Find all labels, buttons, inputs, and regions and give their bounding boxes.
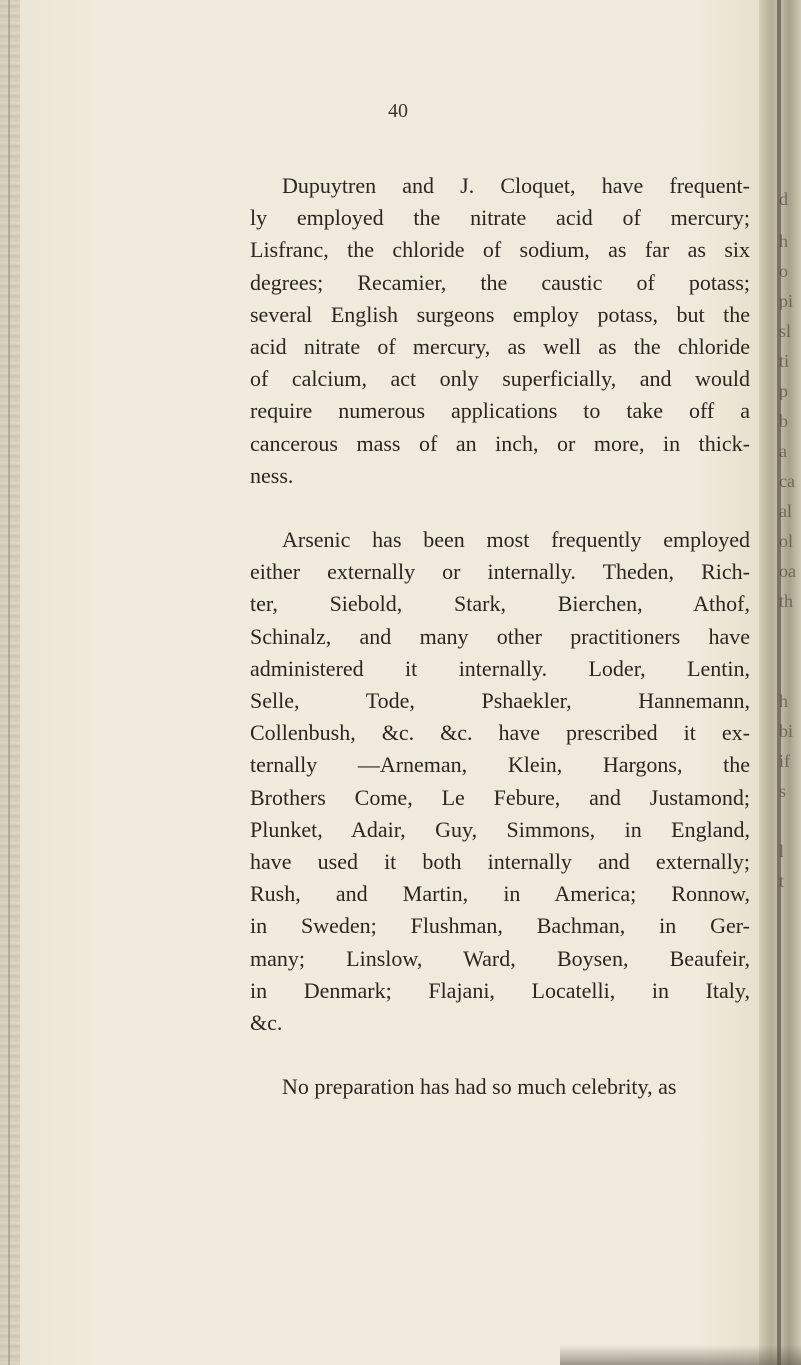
line-text: No preparation has had so much celebrity, as: [282, 1074, 677, 1100]
text-line: of calcium, act only superficially, and would: [250, 366, 750, 392]
text-line: require numerous applications to take off a: [250, 398, 750, 424]
text-line: in Denmark; Flajani, Locatelli, in Italy,: [250, 977, 750, 1003]
bleed-through-text: th: [779, 592, 794, 610]
paragraph: [250, 524, 750, 1039]
paragraph: [250, 1071, 750, 1103]
text-line: ternally —Arneman, Klein, Hargons, the: [250, 752, 750, 778]
text-line: Rush, and Martin, in America; Ronnow,: [250, 881, 750, 907]
text-line: ly employed the nitrate acid of mercury;: [250, 205, 750, 231]
bleed-through-text: ca: [779, 472, 795, 490]
text-line: [250, 524, 750, 556]
text-line: Schinalz, and many other practitioners have: [250, 623, 750, 649]
text-line: &c.: [250, 1010, 283, 1036]
page-number: 40: [388, 100, 408, 122]
bleed-through-text: sl: [779, 322, 792, 340]
text-line: have used it both internally and externally;: [250, 849, 750, 875]
text-line: several English surgeons employ potass, but the: [250, 301, 750, 327]
bleed-through-text: a: [779, 442, 787, 460]
text-line: [250, 170, 750, 202]
bleed-through-text: b: [779, 412, 788, 430]
text-line: many; Linslow, Ward, Boysen, Beaufeir,: [250, 945, 750, 971]
text-line: Lisfranc, the chloride of sodium, as far as six: [250, 237, 750, 263]
paragraph: [250, 170, 750, 492]
text-line: Collenbush, &c. &c. have prescribed it ex-: [250, 720, 750, 746]
text-line: Brothers Come, Le Febure, and Justamond;: [250, 784, 750, 810]
bleed-through-text: t: [779, 872, 785, 890]
text-line: Selle, Tode, Pshaekler, Hannemann,: [250, 688, 750, 714]
bleed-through-text: pi: [779, 292, 794, 310]
line-text: Dupuytren and J. Cloquet, have frequent-: [282, 173, 750, 198]
binding-line: [8, 0, 10, 1365]
bleed-through-text: o: [779, 262, 788, 280]
bleed-through-text: h: [779, 692, 788, 710]
text-line: administered it internally. Loder, Lentin,: [250, 655, 750, 681]
bleed-through-text: ol: [779, 532, 794, 550]
bleed-through-text: bi: [779, 722, 794, 740]
page-shadow: [560, 1345, 801, 1365]
bleed-through-text: d: [779, 190, 788, 208]
text-line: either externally or internally. Theden, Rich-: [250, 559, 750, 585]
text-line: cancerous mass of an inch, or more, in thick-: [250, 430, 750, 456]
bleed-through-text: oa: [779, 562, 796, 580]
bleed-through-text: if: [779, 752, 790, 770]
bleed-through-text: p: [779, 382, 788, 400]
text-line: degrees; Recamier, the caustic of potass;: [250, 269, 750, 295]
text-line: in Sweden; Flushman, Bachman, in Ger-: [250, 913, 750, 939]
bleed-through-text: s: [779, 782, 787, 800]
body-text: [250, 170, 750, 1103]
text-line: Plunket, Adair, Guy, Simmons, in England,: [250, 816, 750, 842]
text-line: acid nitrate of mercury, as well as the chloride: [250, 334, 750, 360]
binding-edge: [0, 0, 20, 1365]
text-line: ness.: [250, 462, 294, 488]
bleed-through-text: l: [779, 842, 785, 860]
bleed-through-text: al: [779, 502, 792, 520]
line-text: Arsenic has been most frequently employed: [282, 527, 750, 553]
bleed-through-text: h: [779, 232, 788, 250]
bleed-through-text: ti: [779, 352, 790, 370]
text-line: [250, 1071, 750, 1103]
text-line: ter, Siebold, Stark, Bierchen, Athof,: [250, 591, 750, 617]
